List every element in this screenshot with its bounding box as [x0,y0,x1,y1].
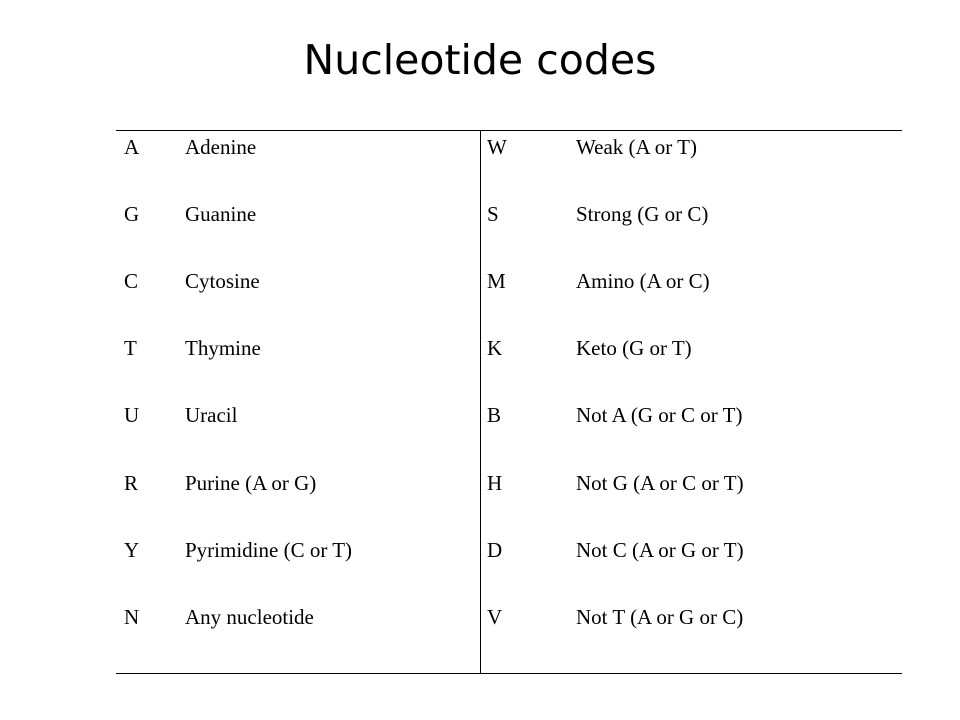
code-cell: T [124,336,137,360]
page-title: Nucleotide codes [303,36,657,84]
meaning-cell: Pyrimidine (C or T) [185,538,353,562]
meaning-cell: Guanine [185,202,257,226]
meaning-cell: Not G (A or C or T) [576,471,744,495]
code-cell: W [487,135,507,159]
code-cell: K [487,336,503,360]
code-cell: U [124,403,140,427]
nucleotide-code-table [116,130,902,674]
code-cell: V [487,605,503,629]
table-row [116,401,902,441]
meaning-cell: Any nucleotide [185,605,314,629]
code-cell: G [124,202,140,226]
meaning-cell: Thymine [185,336,261,360]
code-cell: M [487,269,506,293]
code-cell: C [124,269,139,293]
meaning-cell: Weak (A or T) [576,135,697,159]
meaning-cell: Amino (A or C) [576,269,710,293]
meaning-cell: Uracil [185,403,238,427]
meaning-cell: Keto (G or T) [576,336,692,360]
meaning-cell: Not T (A or G or C) [576,605,744,629]
meaning-cell: Cytosine [185,269,260,293]
meaning-cell: Strong (G or C) [576,202,709,226]
code-cell: S [487,202,499,226]
code-cell: R [124,471,139,495]
table-row [116,536,902,576]
code-cell: N [124,605,140,629]
meaning-cell: Not A (G or C or T) [576,403,743,427]
table-row [116,469,902,509]
table-row [116,334,902,374]
table-row [116,200,902,240]
code-cell: A [124,135,140,159]
table-row [116,133,902,173]
table-row [116,603,902,643]
code-cell: B [487,403,502,427]
meaning-cell: Adenine [185,135,257,159]
code-cell: D [487,538,503,562]
meaning-cell: Not C (A or G or T) [576,538,744,562]
table-row [116,267,902,307]
code-cell: Y [124,538,140,562]
code-cell: H [487,471,503,495]
meaning-cell: Purine (A or G) [185,471,317,495]
